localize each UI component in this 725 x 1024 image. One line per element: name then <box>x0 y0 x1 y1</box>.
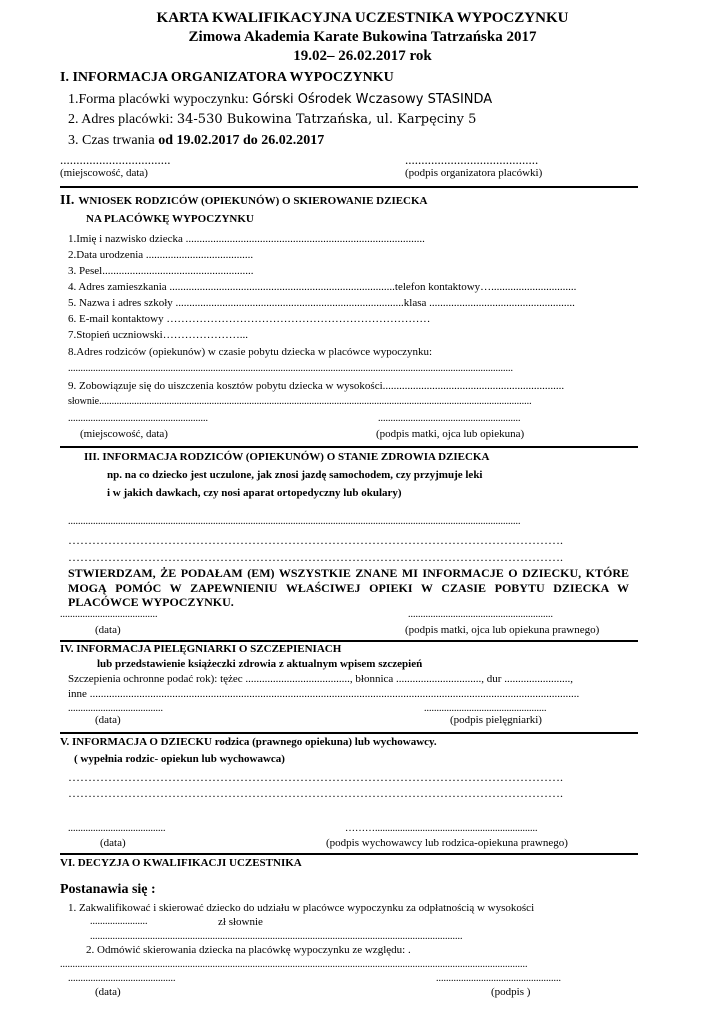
s6-signature-field[interactable]: .................................................. <box>436 973 561 984</box>
s6-date-caption: (data) <box>95 986 121 998</box>
refusal-reason-field[interactable]: ........................................................................................................................................................................................... <box>60 959 528 970</box>
section-4-heading: IV. INFORMACJA PIELĘGNIARKI O SZCZEPIENIACH <box>60 643 342 655</box>
s1-place-date-field[interactable]: .................................. <box>60 152 171 167</box>
decision-amount-field[interactable]: ....................... <box>90 916 148 927</box>
other-vaccinations-field[interactable]: inne .................................................................................................................................................................................. <box>68 688 580 700</box>
decision-option-2: 2. Odmówić skierowania dziecka na placówkę wypoczynku ze względu: . <box>86 944 411 956</box>
s5-date-caption: (data) <box>100 837 126 849</box>
s3-parent-signature-field[interactable]: .......................................................... <box>408 609 553 620</box>
decision-option-1: 1. Zakwalifikować i skierować dziecko do udziału w placówce wypoczynku za odpłatnością w wysokości <box>68 902 535 914</box>
s2-place-date-field[interactable]: ........................................................ <box>68 413 208 424</box>
section-4-sub: lub przedstawienie książeczki zdrowia z aktualnym wpisem szczepień <box>97 658 423 670</box>
section-1-heading: I. INFORMACJA ORGANIZATORA WYPOCZYNKU <box>60 70 394 85</box>
s1-organizer-signature-field[interactable]: ......................................... <box>405 152 539 167</box>
s3-date-caption: (data) <box>95 624 121 636</box>
s1-item-2-value: 34-530 Bukowina Tatrzańska, ul. Karpęciny 5 <box>176 112 477 127</box>
birth-date-field[interactable]: 2.Data urodzenia ....................................... <box>68 249 254 261</box>
cost-amount-field[interactable]: 9. Zobowiązuje się do uiszczenia kosztów pobytu dziecka w wysokości.................................................................. <box>68 380 565 392</box>
section-5-heading: V. INFORMACJA O DZIECKU rodzica (prawnego opiekuna) lub wychowawcy. <box>60 736 437 748</box>
s5-signature-field[interactable]: ………................................................................. <box>345 823 538 834</box>
s1-organizer-signature-caption: (podpis organizatora placówki) <box>405 167 543 179</box>
divider <box>60 446 638 448</box>
form-dates: 19.02– 26.02.2017 rok <box>293 48 432 64</box>
student-level-field[interactable]: 7.Stopień uczniowski…………………... <box>68 329 248 341</box>
address-phone-field[interactable]: 4. Adres zamieszkania ..................................................................................telefon kontaktowy…............................... <box>68 281 577 293</box>
child-info-line-1[interactable]: ……………………………………………………………………………………………………………. <box>68 770 563 784</box>
s2-place-date-caption: (miejscowość, data) <box>80 428 168 440</box>
s2-parent-signature-caption: (podpis matki, ojca lub opiekuna) <box>376 428 525 440</box>
decision-words-field[interactable]: ..................................................................................................................................................... <box>90 931 463 942</box>
cost-in-words-field[interactable]: słownie............................................................................................................................................................................. <box>68 396 532 407</box>
s2-parent-signature-field[interactable]: ......................................................... <box>378 413 521 424</box>
s6-signature-caption: (podpis ) <box>491 986 531 998</box>
pesel-field[interactable]: 3. Pesel....................................................... <box>68 265 254 277</box>
section-3-heading: III. INFORMACJA RODZICÓW (OPIEKUNÓW) O STANIE ZDROWIA DZIECKA <box>84 451 490 463</box>
section-2-heading <box>60 191 428 209</box>
s4-nurse-signature-field[interactable]: ................................................. <box>424 703 547 714</box>
s1-item-3 <box>68 133 324 149</box>
divider <box>60 640 638 642</box>
s4-nurse-signature-caption: (podpis pielęgniarki) <box>450 714 542 726</box>
child-name-field[interactable]: 1.Imię i nazwisko dziecka ....................................................................................... <box>68 233 425 245</box>
s1-place-date-caption: (miejscowość, data) <box>60 167 148 179</box>
divider <box>60 853 638 855</box>
section-6-heading: VI. DECYZJA O KWALIFIKACJI UCZESTNIKA <box>60 857 302 869</box>
s5-date-field[interactable]: ....................................... <box>68 823 166 834</box>
s3-parent-signature-caption: (podpis matki, ojca lub opiekuna prawnego) <box>405 624 600 636</box>
s6-date-field[interactable]: ........................................... <box>68 973 176 984</box>
health-info-line-3[interactable]: ……………………………………………………………………………………………………………. <box>68 550 563 564</box>
decision-heading: Postanawia się : <box>60 882 156 897</box>
health-info-line-2[interactable]: ……………………………………………………………………………………………………………. <box>68 533 563 547</box>
form-title: KARTA KWALIFIKACYJNA UCZESTNIKA WYPOCZYNKU <box>156 10 569 26</box>
s1-item-1-value: Górski Ośrodek Wczasowy STASINDA <box>252 92 493 107</box>
parents-address-label: 8.Adres rodziców (opiekunów) w czasie pobytu dziecka w placówce wypoczynku: <box>68 346 433 358</box>
s1-item-2-label: 2. Adres placówki: <box>68 112 177 127</box>
email-field[interactable]: 6. E-mail kontaktowy ……………………………………………………………… <box>68 313 431 325</box>
declaration-statement: STWIERDZAM, ŻE PODAŁAM (EM) WSZYSTKIE ZNANE MI INFORMACJE O DZIECKU, KTÓRE MOGĄ POMÓC W ZAPEWNIENIU WŁAŚCIWEJ OPIEKI W CZASIE POBYTU DZIECKA W PLACÓWCE WYPOCZYNKU. <box>68 566 629 609</box>
s4-date-caption: (data) <box>95 714 121 726</box>
vaccinations-field[interactable]: Szczepienia ochronne podać rok): tężec ......................................, błonnica ..............................., dur ........................, <box>68 673 573 685</box>
section-3-sub-2: i w jakich dawkach, czy nosi aparat ortopedyczny lub okulary) <box>107 487 402 499</box>
s3-date-field[interactable]: ....................................... <box>60 609 158 620</box>
section-2-title: WNIOSEK RODZICÓW (OPIEKUNÓW) O SKIEROWANIE DZIECKA <box>78 195 428 207</box>
s1-item-2 <box>68 112 476 128</box>
divider <box>60 186 638 188</box>
child-info-line-2[interactable]: ……………………………………………………………………………………………………………. <box>68 786 563 800</box>
parents-address-field[interactable]: .................................................................................................................................................................................. <box>68 363 513 374</box>
section-5-sub: ( wypełnia rodzic- opiekun lub wychowawca) <box>74 753 285 765</box>
s1-item-1 <box>68 92 492 108</box>
s1-item-3-label: 3. Czas trwania <box>68 133 159 148</box>
s5-signature-caption: (podpis wychowawcy lub rodzica-opiekuna prawnego) <box>326 837 568 849</box>
section-3-sub-1: np. na co dziecko jest uczulone, jak znosi jazdę samochodem, czy przyjmuje leki <box>107 469 483 481</box>
s4-date-field[interactable]: ...................................... <box>68 703 163 714</box>
section-2-title-line2: NA PLACÓWKĘ WYPOCZYNKU <box>86 213 254 225</box>
section-2-roman: II. <box>60 193 75 208</box>
school-class-field[interactable]: 5. Nazwa i adres szkoły ...................................................................................klasa ..................................................... <box>68 297 575 309</box>
s1-item-1-label: 1.Forma placówki wypoczynku: <box>68 92 253 107</box>
divider <box>60 732 638 734</box>
s1-item-3-value: od 19.02.2017 do 26.02.2017 <box>158 133 325 148</box>
form-subtitle: Zimowa Akademia Karate Bukowina Tatrzańska 2017 <box>188 29 537 45</box>
decision-words-label: zł słownie <box>218 916 263 928</box>
health-info-line-1[interactable]: ..................................................................................................................................................................................... <box>68 516 521 527</box>
